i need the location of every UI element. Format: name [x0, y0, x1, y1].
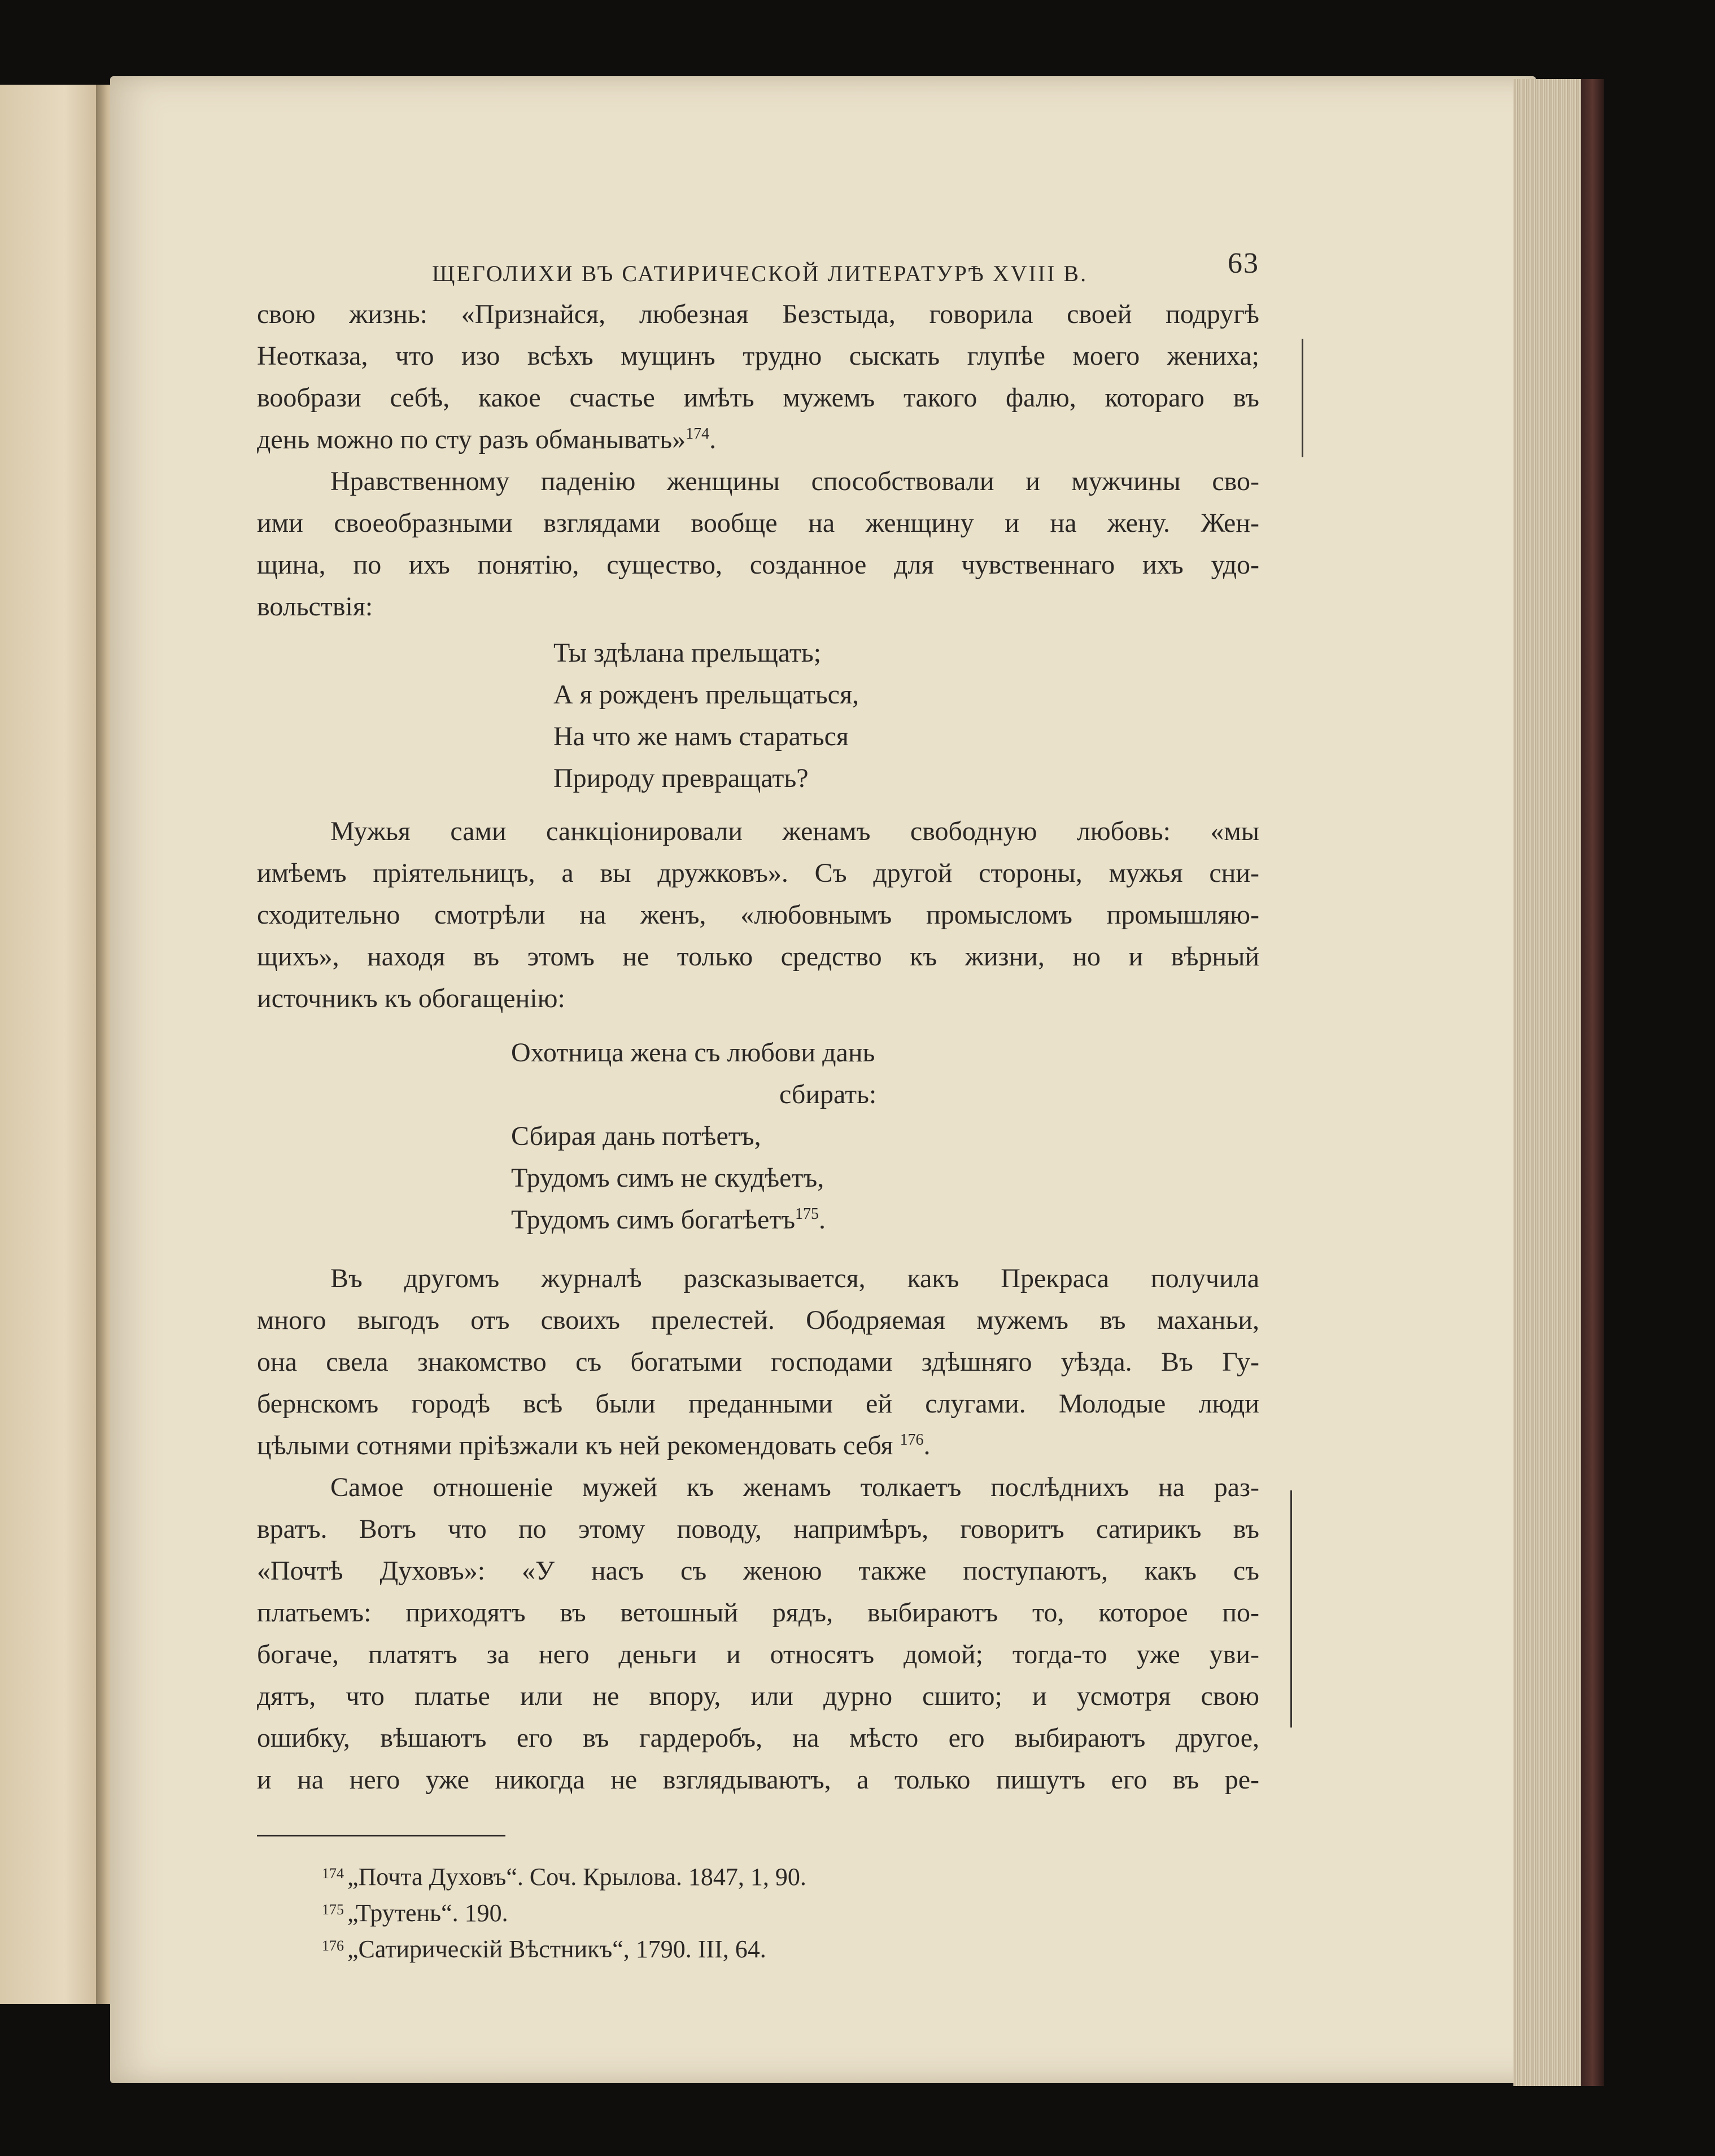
text-line: вообрази себѣ, какое счастье имѣть мужемъ такого фалю, котораго въ [257, 383, 1259, 413]
text-line: платьемъ: приходятъ въ ветошный рядъ, выбираютъ то, которое по- [257, 1598, 1259, 1628]
verse-line: На что же намъ стараться [553, 721, 849, 751]
text-line: ошибку, вѣшаютъ его въ гардеробъ, на мѣсто его выбираютъ другое, [257, 1723, 1259, 1753]
footnote-separator [257, 1835, 505, 1836]
margin-pencil-mark [1302, 339, 1303, 457]
paragraph-4 [257, 1258, 1259, 1467]
margin-pencil-mark [1290, 1490, 1292, 1728]
text-line: вратъ. Вотъ что по этому поводу, напримѣръ, говоритъ сатирикъ въ [257, 1514, 1259, 1544]
text-line: богаче, платятъ за него деньги и относятъ домой; тогда-то уже уви- [257, 1639, 1259, 1669]
text-line: свою жизнь: «Признайся, любезная Безстыда, говорила своей подругѣ [257, 299, 1259, 329]
footnote-mark: 175 [322, 1901, 344, 1918]
text-line: Въ другомъ журналѣ разсказывается, какъ Прекраса получила [330, 1263, 1259, 1293]
text-line: Мужья сами санкціонировали женамъ свободную любовь: «мы [330, 816, 1259, 846]
text-line: бернскомъ городѣ всѣ были преданными ей слугами. Молодые люди [257, 1389, 1259, 1419]
verse-line: Трудомъ симъ не скудѣетъ, [511, 1163, 824, 1193]
footnote [257, 1859, 1259, 1895]
footnote-ref: 174 [686, 425, 710, 443]
text-line: ими своеобразными взглядами вообще на женщину и на жену. Жен- [257, 508, 1259, 538]
paragraph-2 [257, 461, 1259, 628]
text-line: сходительно смотрѣли на женъ, «любовнымъ промысломъ промышляю- [257, 900, 1259, 930]
text-line: она свела знакомство съ богатыми господами здѣшняго уѣзда. Въ Гу- [257, 1347, 1259, 1377]
verse-line: сбирать: [779, 1079, 877, 1109]
footnote [257, 1931, 1259, 1967]
text-line: «Почтѣ Духовъ»: «У насъ съ женою также поступаютъ, какъ съ [257, 1556, 1259, 1586]
verse-line: Охотница жена съ любови дань [511, 1038, 875, 1068]
text-line: имѣемъ пріятельницъ, а вы дружковъ». Съ другой стороны, мужья сни- [257, 858, 1259, 888]
previous-page-edge [0, 85, 107, 2004]
footnote-mark: 176 [322, 1938, 344, 1954]
verse-line: Природу превращать? [553, 763, 809, 793]
text-line: Нравственному паденію женщины способствовали и мужчины сво- [330, 466, 1259, 496]
text-line: Неотказа, что изо всѣхъ мущинъ трудно сыскать глупѣе моего жениха; [257, 341, 1259, 371]
text-line: много выгодъ отъ своихъ прелестей. Ободряемая мужемъ въ маханьи, [257, 1305, 1259, 1335]
text-line: щина, по ихъ понятію, существо, созданное для чувственнаго ихъ удо- [257, 550, 1259, 580]
verse-line: Сбирая дань потѣетъ, [511, 1121, 761, 1151]
running-header [257, 243, 1259, 294]
footnote-text: „Трутень“. 190. [347, 1899, 508, 1927]
paragraph-1 [257, 294, 1259, 461]
running-title: ЩЕГОЛИХИ ВЪ САТИРИЧЕСКОЙ ЛИТЕРАТУРѢ XVIII В. [432, 261, 1088, 286]
text-line: источникъ къ обогащенію: [257, 983, 565, 1013]
paragraph-3 [257, 811, 1259, 1020]
text-line: и на него уже никогда не взглядываютъ, а только пишутъ его въ ре- [257, 1765, 1259, 1795]
footnote-text: „Почта Духовъ“. Соч. Крылова. 1847, 1, 90. [347, 1863, 806, 1891]
text-line: щихъ», находя въ этомъ не только средство къ жизни, но и вѣрный [257, 942, 1259, 972]
footnote-text: „Сатирическій Вѣстникъ“, 1790. III, 64. [347, 1935, 766, 1963]
verse-quote-1 [553, 632, 1259, 799]
text-line: день можно по сту разъ обманывать»$^{174}$. [257, 425, 717, 454]
verse-line: Ты здѣлана прельщать; [553, 638, 822, 668]
footnote-ref: 175 [795, 1205, 819, 1223]
footnote-mark: 174 [322, 1865, 344, 1882]
text-line: цѣлыми сотнями пріѣзжали къ ней рекомендовать себя $^{176}$. [257, 1431, 931, 1460]
text-line: вольствія: [257, 592, 373, 622]
page-text [257, 243, 1259, 1967]
footnote-ref: 176 [900, 1431, 924, 1449]
page-number: 63 [1228, 247, 1259, 279]
verse-line: А я рожденъ прельщаться, [553, 680, 859, 710]
verse-line: Трудомъ симъ богатѣетъ$^{175}$. [511, 1205, 826, 1235]
paragraph-5 [257, 1467, 1259, 1801]
book-cover-edge [1581, 79, 1604, 2086]
footnote [257, 1895, 1259, 1931]
text-line: дятъ, что платье или не впору, или дурно сшито; и усмотря свою [257, 1681, 1259, 1711]
verse-quote-2 [511, 1032, 1259, 1241]
text-line: Самое отношеніе мужей къ женамъ толкаетъ послѣднихъ на раз- [330, 1472, 1259, 1502]
